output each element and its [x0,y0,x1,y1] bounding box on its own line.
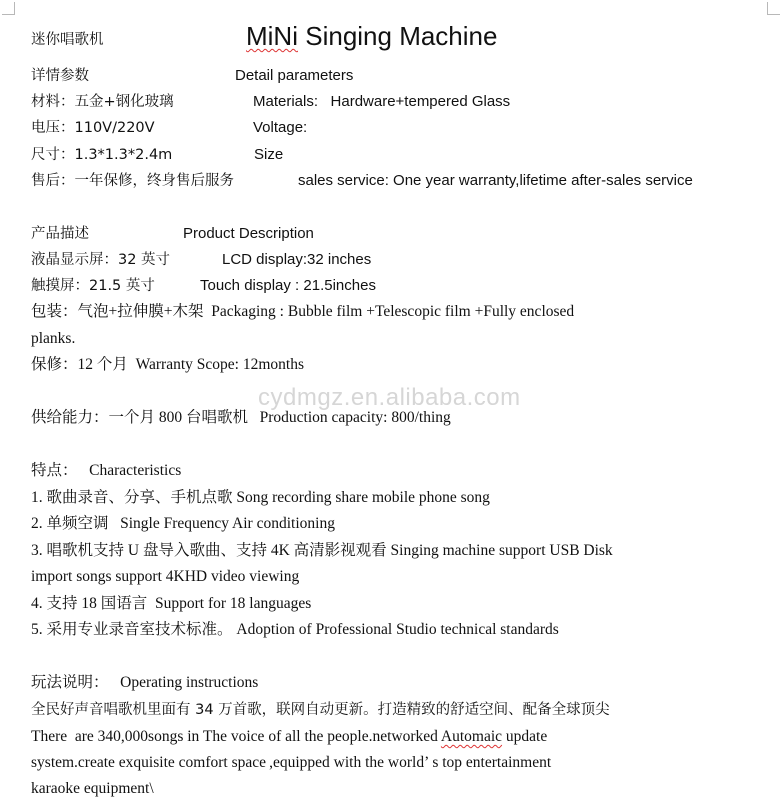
lcd-en: LCD display:32 inches [222,251,372,268]
voltage-en: Voltage: [253,119,308,136]
operating-heading: 玩法说明： Operating instructions [31,674,259,691]
service-cn: 售后：一年保修，终身售后服务 [31,173,234,189]
voltage-cn: 电压：110V/220V [31,120,155,136]
feature-3-cont: import songs support 4KHD video viewing [31,568,300,585]
lcd-cn: 液晶显示屏：32 英寸 [31,252,171,268]
size-en: Size [254,146,284,163]
detail-heading-en: Detail parameters [235,67,354,84]
size-cn: 尺寸：1.3*1.3*2.4m [31,147,173,163]
packaging-line: 包装：气泡+拉伸膜+木架 Packaging : Bubble film +Telescopic film +Fully enclosed [31,303,575,320]
feature-3: 3. 唱歌机支持 U 盘导入歌曲、支持 4K 高清影视观看 Singing machine support USB Disk [31,542,613,559]
packaging-line-cont: planks. [31,330,76,347]
operating-text-en-1a: There are 340,000songs in The voice of all the people.networked [31,728,441,745]
title-main: Singing Machine [305,21,498,51]
service-en: sales service: One year warranty,lifetime after-sales service [298,172,693,189]
feature-5: 5. 采用专业录音室技术标准。 Adoption of Professional Studio technical standards [31,621,559,638]
warranty-line: 保修：12 个月 Warranty Scope: 12months [31,356,304,373]
feature-2: 2. 单频空调 Single Frequency Air conditioning [31,515,335,532]
materials-en: Materials: Hardware+tempered Glass [253,93,511,110]
product-heading-cn: 产品描述 [31,226,89,242]
supply-line: 供给能力：一个月 800 台唱歌机 Production capacity: 800/thing [31,409,451,426]
title-chinese: 迷你唱歌机 [31,32,104,48]
operating-text-en-1b: update [502,728,548,745]
touch-cn: 触摸屏：21.5 英寸 [31,278,155,294]
feature-1: 1. 歌曲录音、分享、手机点歌 Song recording share mobile phone song [31,489,490,506]
touch-en: Touch display : 21.5inches [200,277,376,294]
feature-4: 4. 支持 18 国语言 Support for 18 languages [31,595,312,612]
operating-text-en-3: karaoke equipment\ [31,780,154,797]
product-heading-en: Product Description [183,225,314,242]
operating-text-en-1 [31,727,547,747]
operating-text-cn: 全民好声音唱歌机里面有 34 万首歌，联网自动更新。打造精致的舒适空间、配备全球顶尖 [31,702,610,718]
operating-text-en-2: system.create exquisite comfort space ,equipped with the world’ s top entertainment [31,754,552,771]
page-corner-mark-left [2,2,15,15]
page-title [246,20,497,52]
watermark: cydmgz.en.alibaba.com [258,384,521,411]
operating-text-en-1-misspelled: Automaic [440,728,503,745]
title-prefix: MiNi [246,21,298,51]
page-corner-mark-right [767,2,780,15]
detail-heading-cn: 详情参数 [31,68,89,84]
materials-cn: 材料：五金+钢化玻璃 [31,94,174,110]
characteristics-heading: 特点： Characteristics [31,462,182,479]
